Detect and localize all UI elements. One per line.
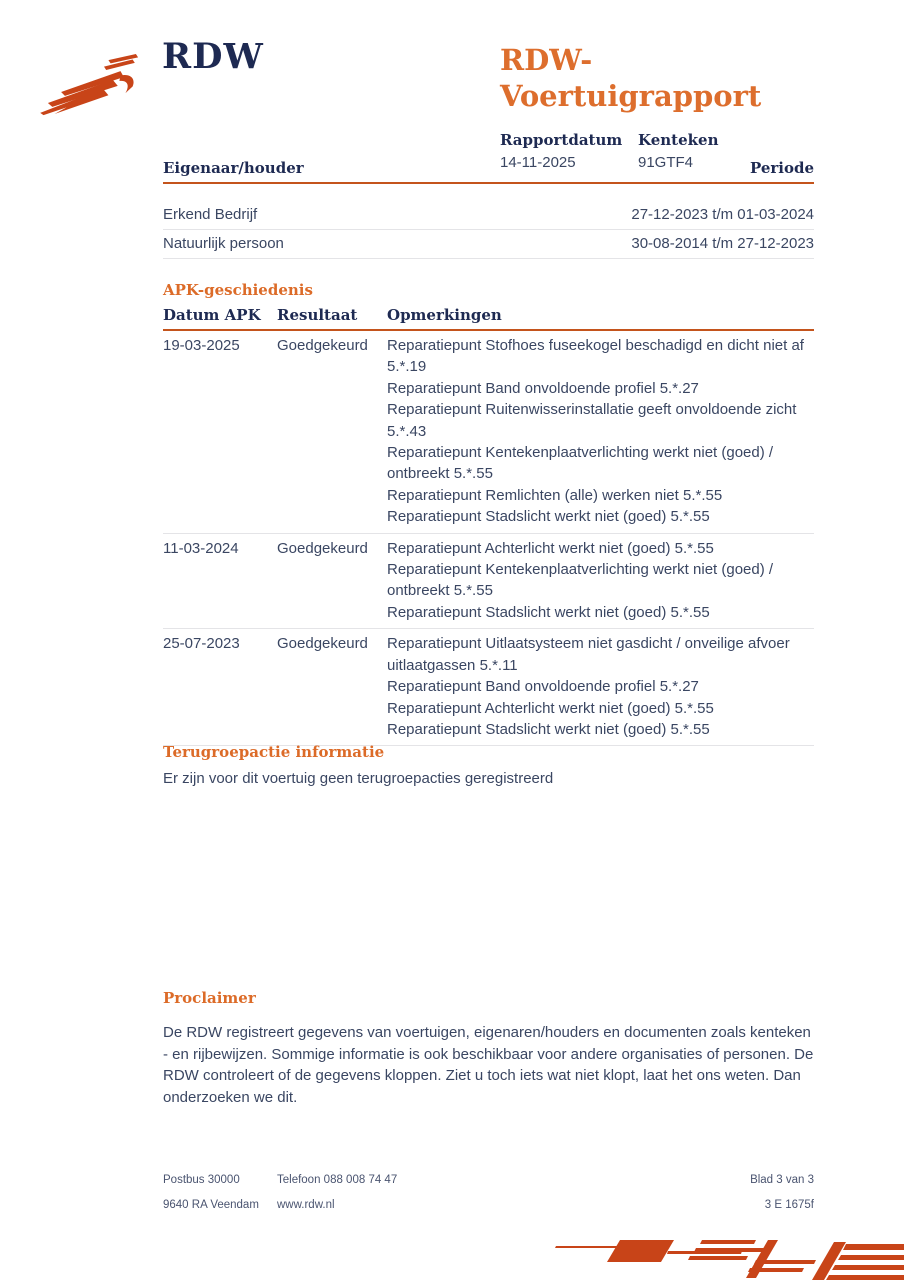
apk-remarks [387,538,814,624]
footer-phone: Telefoon 088 008 74 47 [277,1174,398,1186]
apk-remark-line: Reparatiepunt Remlichten (alle) werken niet 5.*.55 [387,486,723,504]
proclaimer-section [163,989,814,1108]
apk-remark-line: Reparatiepunt Stadslicht werkt niet (goed) 5.*.55 [387,603,710,621]
apk-result: Goedgekeurd [277,337,368,354]
brand-wordmark: RDW [162,36,264,77]
rdw-wing-logo-icon [38,52,148,116]
report-date-label: Rapportdatum [500,131,623,149]
apk-table-row [163,629,814,746]
page-title: RDW-Voertuigrapport [500,43,762,113]
apk-section-heading: APK-geschiedenis [163,281,313,299]
apk-remark-line: Reparatiepunt Ruitenwisserinstallatie geeft onvoldoende zicht 5.*.43 [387,401,797,440]
owner-row [163,230,814,259]
period-heading: Periode [749,159,814,177]
owner-rows [163,201,814,259]
apk-history-section [163,281,814,746]
recall-heading: Terugroepactie informatie [163,743,385,761]
owner-name: Natuurlijk persoon [163,235,284,252]
license-plate-label: Kenteken [638,131,719,149]
apk-remark-line: Reparatiepunt Uitlaatsysteem niet gasdicht / onveilige afvoer uitlaatgassen 5.*.11 [387,635,790,674]
apk-remark-line: Reparatiepunt Stofhoes fuseekogel beschadigd en dicht niet af 5.*.19 [387,337,804,376]
apk-remark-line: Reparatiepunt Stadslicht werkt niet (goed) 5.*.55 [387,720,710,738]
page-footer [163,1168,814,1218]
apk-date: 25-07-2023 [163,635,240,653]
footer-address-line2: 9640 RA Veendam [163,1199,259,1211]
apk-remark-line: Reparatiepunt Band onvoldoende profiel 5.*.27 [387,678,699,696]
apk-remark-line: Reparatiepunt Achterlicht werkt niet (goed) 5.*.55 [387,539,714,557]
proclaimer-heading: Proclaimer [163,989,256,1007]
apk-table-row [163,534,814,630]
proclaimer-text: De RDW registreert gegevens van voertuigen, eigenaren/houders en documenten zoals kenteken - en rijbewijzen. Sommige informatie is ook beschikbaar voor andere organisaties of personen. De RDW controleert of de gegevens kloppen. Ziet u toch iets wat niet klopt, laat het ons weten. Dan onderzoeken we dit. [163,1024,814,1106]
recall-text: Er zijn voor dit voertuig geen terugroepacties geregistreerd [163,770,554,787]
apk-remark-line: Reparatiepunt Kentekenplaatverlichting werkt niet (goed) / ontbreekt 5.*.55 [387,444,774,483]
apk-remarks [387,335,814,528]
owner-section [163,159,814,259]
footer-website: www.rdw.nl [277,1199,335,1211]
report-date-value: 14-11-2025 [500,154,576,171]
apk-date: 19-03-2025 [163,337,240,354]
apk-result: Goedgekeurd [277,539,368,557]
owner-period: 30-08-2014 t/m 27-12-2023 [631,235,814,252]
apk-remarks [387,633,814,740]
report-header [500,42,815,171]
apk-remark-line: Reparatiepunt Stadslicht werkt niet (goed) 5.*.55 [387,508,710,526]
owner-section-rule [163,182,814,184]
apk-table-row [163,331,814,534]
rdw-speed-stripes-icon [516,1234,904,1280]
license-plate-value: 91GTF4 [638,154,694,171]
apk-table-body [163,331,814,746]
column-header-date: Datum APK [163,306,261,324]
apk-result: Goedgekeurd [277,635,368,653]
recall-section [163,743,814,790]
apk-remark-line: Reparatiepunt Kentekenplaatverlichting werkt niet (goed) / ontbreekt 5.*.55 [387,561,774,600]
apk-remark-line: Reparatiepunt Achterlicht werkt niet (goed) 5.*.55 [387,699,714,717]
apk-remark-line: Reparatiepunt Band onvoldoende profiel 5.*.27 [387,379,699,397]
owner-heading: Eigenaar/houder [163,159,304,177]
column-header-result: Resultaat [277,306,358,324]
owner-row [163,201,814,230]
apk-table-header [163,306,814,329]
footer-page-indicator: Blad 3 van 3 [750,1174,814,1186]
owner-name: Erkend Bedrijf [163,206,258,223]
apk-date: 11-03-2024 [163,539,239,557]
footer-address-line1: Postbus 30000 [163,1174,240,1186]
column-header-remarks: Opmerkingen [387,306,502,324]
footer-form-code: 3 E 1675f [764,1199,814,1211]
owner-period: 27-12-2023 t/m 01-03-2024 [631,206,814,223]
